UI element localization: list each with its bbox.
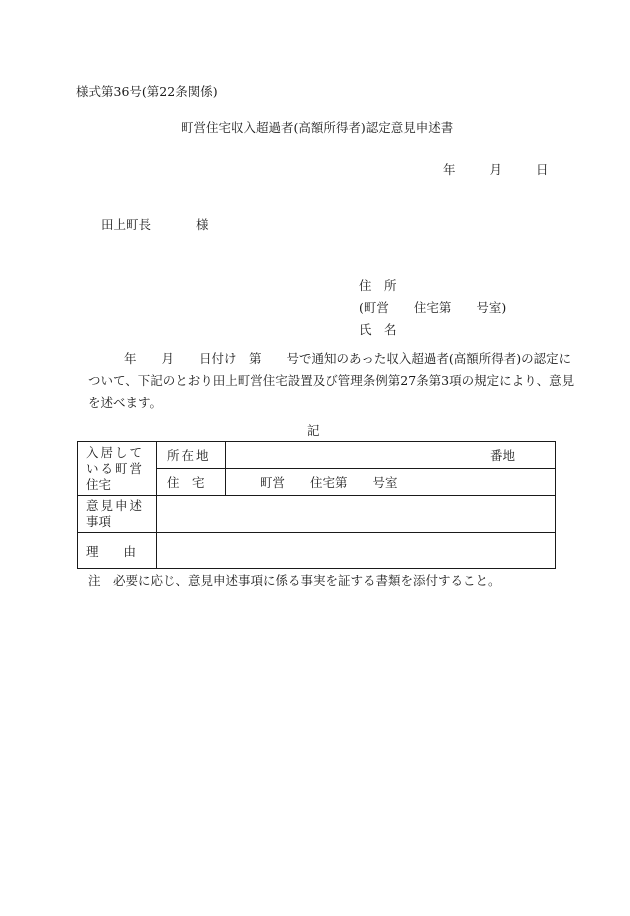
date-line [443,164,548,177]
location-value-cell [226,442,556,469]
body-text [88,348,575,414]
footnote: 注 必要に応じ、意見申述事項に係る事実を証する書類を添付すること。 [88,573,501,588]
opinion-value-cell [157,496,556,533]
reason-value-cell [157,533,556,569]
ki-heading: 記 [307,423,320,438]
location-suffix: 番地 [489,448,515,463]
house-label-cell [157,469,226,496]
residence-label-2: いる町営 [86,460,145,476]
opinion-label-1: 意見申述 [86,498,145,513]
house-value: 町営 住宅第 号室 [260,475,398,490]
reason-label: 理 由 [86,543,137,559]
applicant-address-label: 住 所 [359,278,397,293]
reason-label-cell [78,533,157,569]
date-month: 月 [489,162,502,177]
house-label: 住 宅 [167,475,205,490]
opinion-label-2: 事項 [86,514,112,529]
applicant-block [359,275,506,341]
applicant-name-label: 氏 名 [359,322,397,337]
body-line-2: ついて、下記のとおり田上町営住宅設置及び管理条例第27条第3項の規定により、意見 [88,373,575,388]
residence-label-1: 入居して [86,444,145,460]
location-label: 所在地 [167,448,211,463]
residence-label-3: 住宅 [86,476,112,492]
form-number: 様式第36号(第22条関係) [76,84,218,99]
date-year: 年 [443,162,456,177]
body-line-3: を述べます。 [88,395,163,410]
document-title: 町営住宅収入超過者(高額所得者)認定意見申述書 [181,120,454,135]
house-value-cell [226,469,556,496]
body-line-1: 年 月 日付け 第 号で通知のあった収入超過者(高額所得者)の認定に [124,351,572,366]
addressee-honorific: 様 [196,217,209,232]
opinion-label-cell [78,496,157,533]
residence-label-cell [78,442,157,496]
applicant-unit-label: (町営 住宅第 号室) [359,300,507,315]
addressee-name: 田上町長 [101,217,152,232]
addressee [101,219,209,232]
location-label-cell [157,442,226,469]
details-table [77,441,556,569]
date-day: 日 [535,162,549,177]
